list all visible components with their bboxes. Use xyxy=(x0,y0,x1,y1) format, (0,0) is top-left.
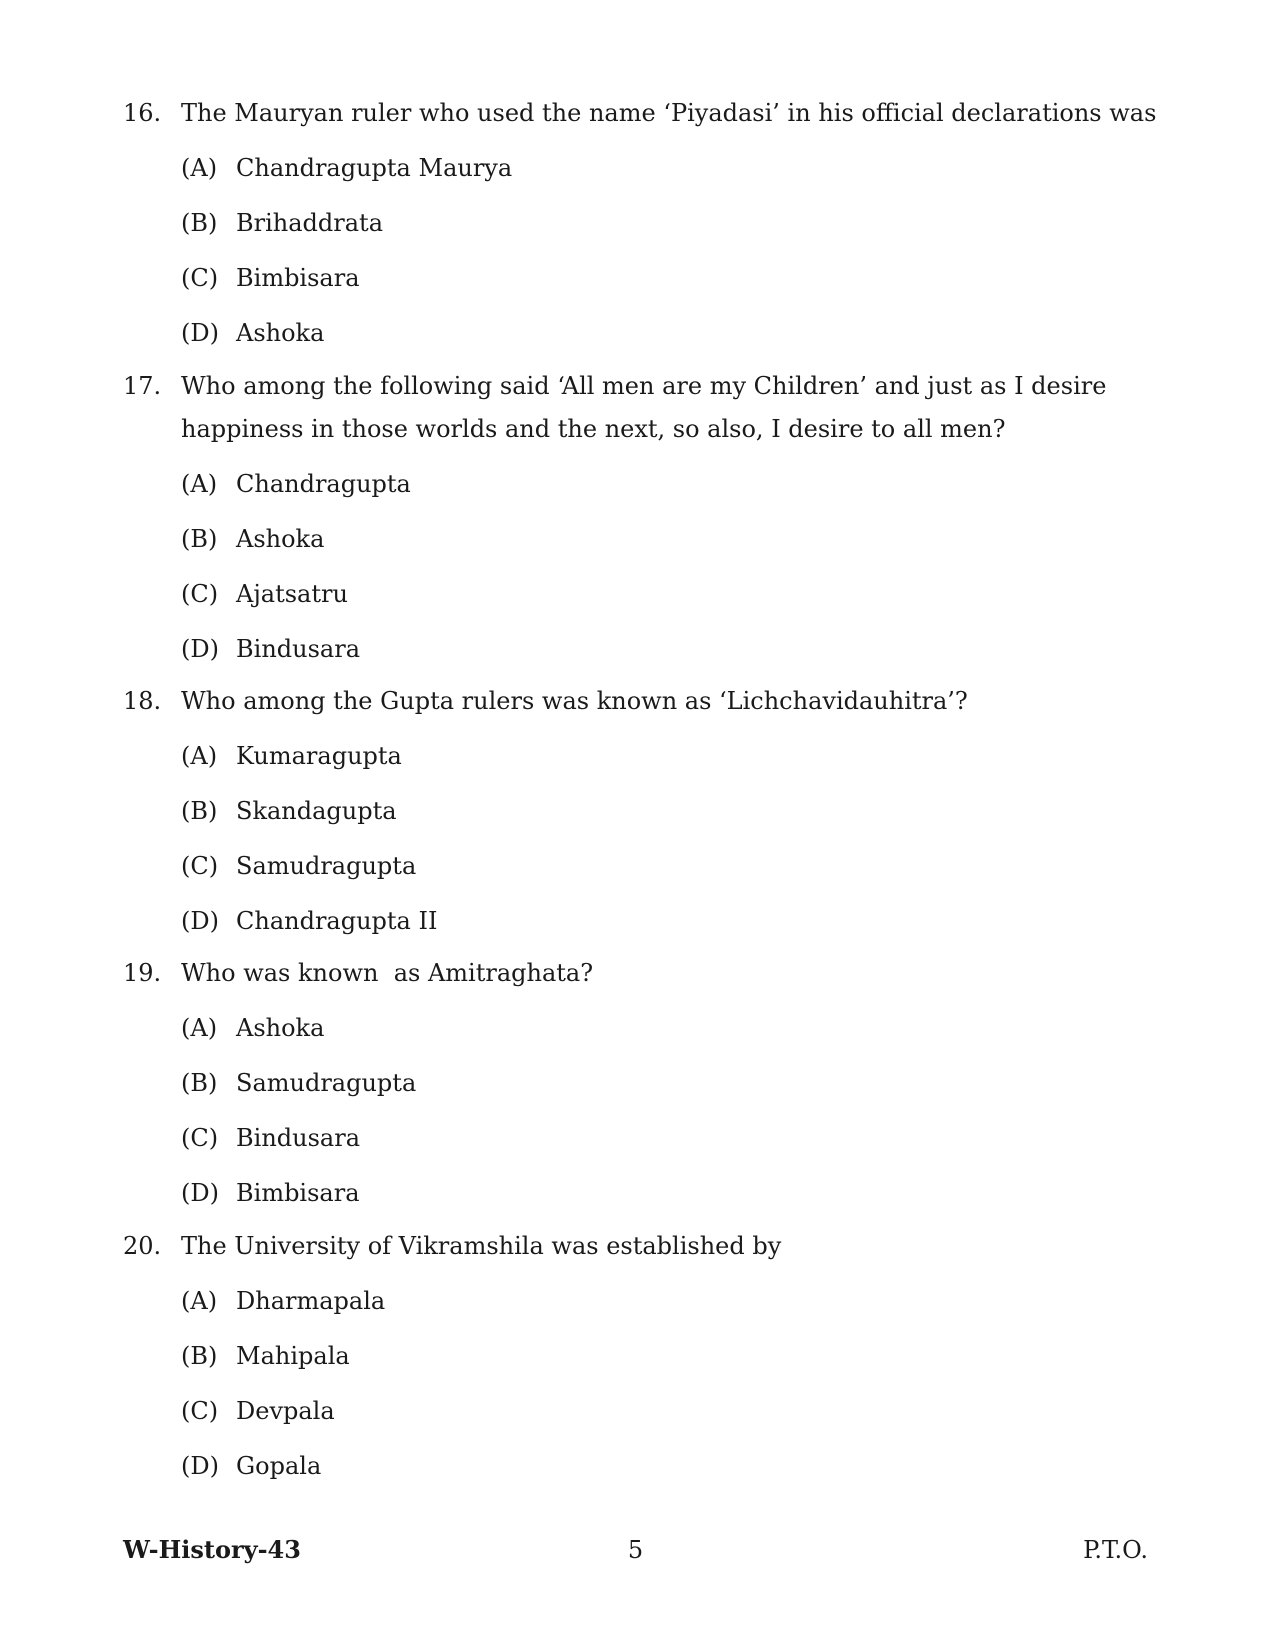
option-text: Ashoka xyxy=(236,1014,325,1042)
option-text: Mahipala xyxy=(236,1342,350,1370)
option-letter: (B) xyxy=(181,209,218,237)
option-d xyxy=(181,900,1163,943)
question-stem xyxy=(123,680,1163,723)
option-d xyxy=(181,628,1163,671)
option-letter: (B) xyxy=(181,1342,218,1370)
option-text: Bindusara xyxy=(236,1124,360,1152)
question-20 xyxy=(123,1225,1163,1488)
option-b xyxy=(181,790,1163,833)
option-text: Samudragupta xyxy=(236,1069,417,1097)
page-number: 5 xyxy=(627,1536,644,1564)
option-text: Chandragupta Maurya xyxy=(236,154,513,182)
option-c xyxy=(181,1390,1163,1433)
question-number: 18. xyxy=(123,687,162,715)
option-text: Brihaddrata xyxy=(236,209,384,237)
option-d xyxy=(181,1445,1163,1488)
question-text: Who among the Gupta rulers was known as ‘Lichchavidauhitra’? xyxy=(181,687,968,715)
option-d xyxy=(181,312,1163,355)
option-text: Bimbisara xyxy=(236,1179,360,1207)
option-letter: (D) xyxy=(181,1179,219,1207)
question-text: Who among the following said ‘All men are my Children’ and just as I desire happiness in those worlds and the next, so also, I desire to all men? xyxy=(181,372,1107,443)
question-stem xyxy=(123,1225,1163,1268)
option-a xyxy=(181,147,1163,190)
question-18 xyxy=(123,680,1163,943)
question-number: 17. xyxy=(123,372,162,400)
page-footer xyxy=(123,1530,1148,1570)
option-text: Chandragupta II xyxy=(236,907,438,935)
option-letter: (A) xyxy=(181,470,218,498)
option-text: Samudragupta xyxy=(236,852,417,880)
question-text: Who was known as Amitraghata? xyxy=(181,959,594,987)
option-letter: (B) xyxy=(181,797,218,825)
question-number: 20. xyxy=(123,1232,162,1260)
option-text: Bindusara xyxy=(236,635,360,663)
option-letter: (C) xyxy=(181,1124,219,1152)
option-text: Kumaragupta xyxy=(236,742,402,770)
option-text: Dharmapala xyxy=(236,1287,386,1315)
pto-label: P.T.O. xyxy=(1083,1536,1148,1564)
option-letter: (B) xyxy=(181,1069,218,1097)
option-c xyxy=(181,573,1163,616)
option-text: Bimbisara xyxy=(236,264,360,292)
option-letter: (D) xyxy=(181,1452,219,1480)
question-text: The University of Vikramshila was established by xyxy=(181,1232,782,1260)
question-19 xyxy=(123,952,1163,1215)
option-letter: (A) xyxy=(181,1287,218,1315)
option-letter: (A) xyxy=(181,1014,218,1042)
option-letter: (C) xyxy=(181,1397,219,1425)
option-c xyxy=(181,257,1163,300)
question-stem xyxy=(123,365,1163,451)
question-stem xyxy=(123,92,1163,135)
option-text: Skandagupta xyxy=(236,797,397,825)
option-letter: (A) xyxy=(181,742,218,770)
question-17 xyxy=(123,365,1163,671)
option-letter: (A) xyxy=(181,154,218,182)
question-number: 19. xyxy=(123,959,162,987)
option-letter: (B) xyxy=(181,525,218,553)
option-a xyxy=(181,1280,1163,1323)
option-text: Ajatsatru xyxy=(236,580,348,608)
option-d xyxy=(181,1172,1163,1215)
option-letter: (D) xyxy=(181,635,219,663)
option-a xyxy=(181,735,1163,778)
option-letter: (C) xyxy=(181,852,219,880)
option-a xyxy=(181,463,1163,506)
option-text: Devpala xyxy=(236,1397,335,1425)
option-b xyxy=(181,518,1163,561)
option-b xyxy=(181,1335,1163,1378)
question-stem xyxy=(123,952,1163,995)
question-16 xyxy=(123,92,1163,355)
option-a xyxy=(181,1007,1163,1050)
question-text: The Mauryan ruler who used the name ‘Piyadasi’ in his official declarations was xyxy=(181,99,1157,127)
option-letter: (D) xyxy=(181,319,219,347)
option-letter: (C) xyxy=(181,264,219,292)
option-c xyxy=(181,845,1163,888)
option-text: Chandragupta xyxy=(236,470,411,498)
option-text: Ashoka xyxy=(236,525,325,553)
option-b xyxy=(181,1062,1163,1105)
paper-code: W-History-43 xyxy=(123,1535,301,1564)
option-c xyxy=(181,1117,1163,1160)
option-letter: (C) xyxy=(181,580,219,608)
option-b xyxy=(181,202,1163,245)
question-number: 16. xyxy=(123,99,162,127)
option-text: Gopala xyxy=(236,1452,322,1480)
option-letter: (D) xyxy=(181,907,219,935)
option-text: Ashoka xyxy=(236,319,325,347)
